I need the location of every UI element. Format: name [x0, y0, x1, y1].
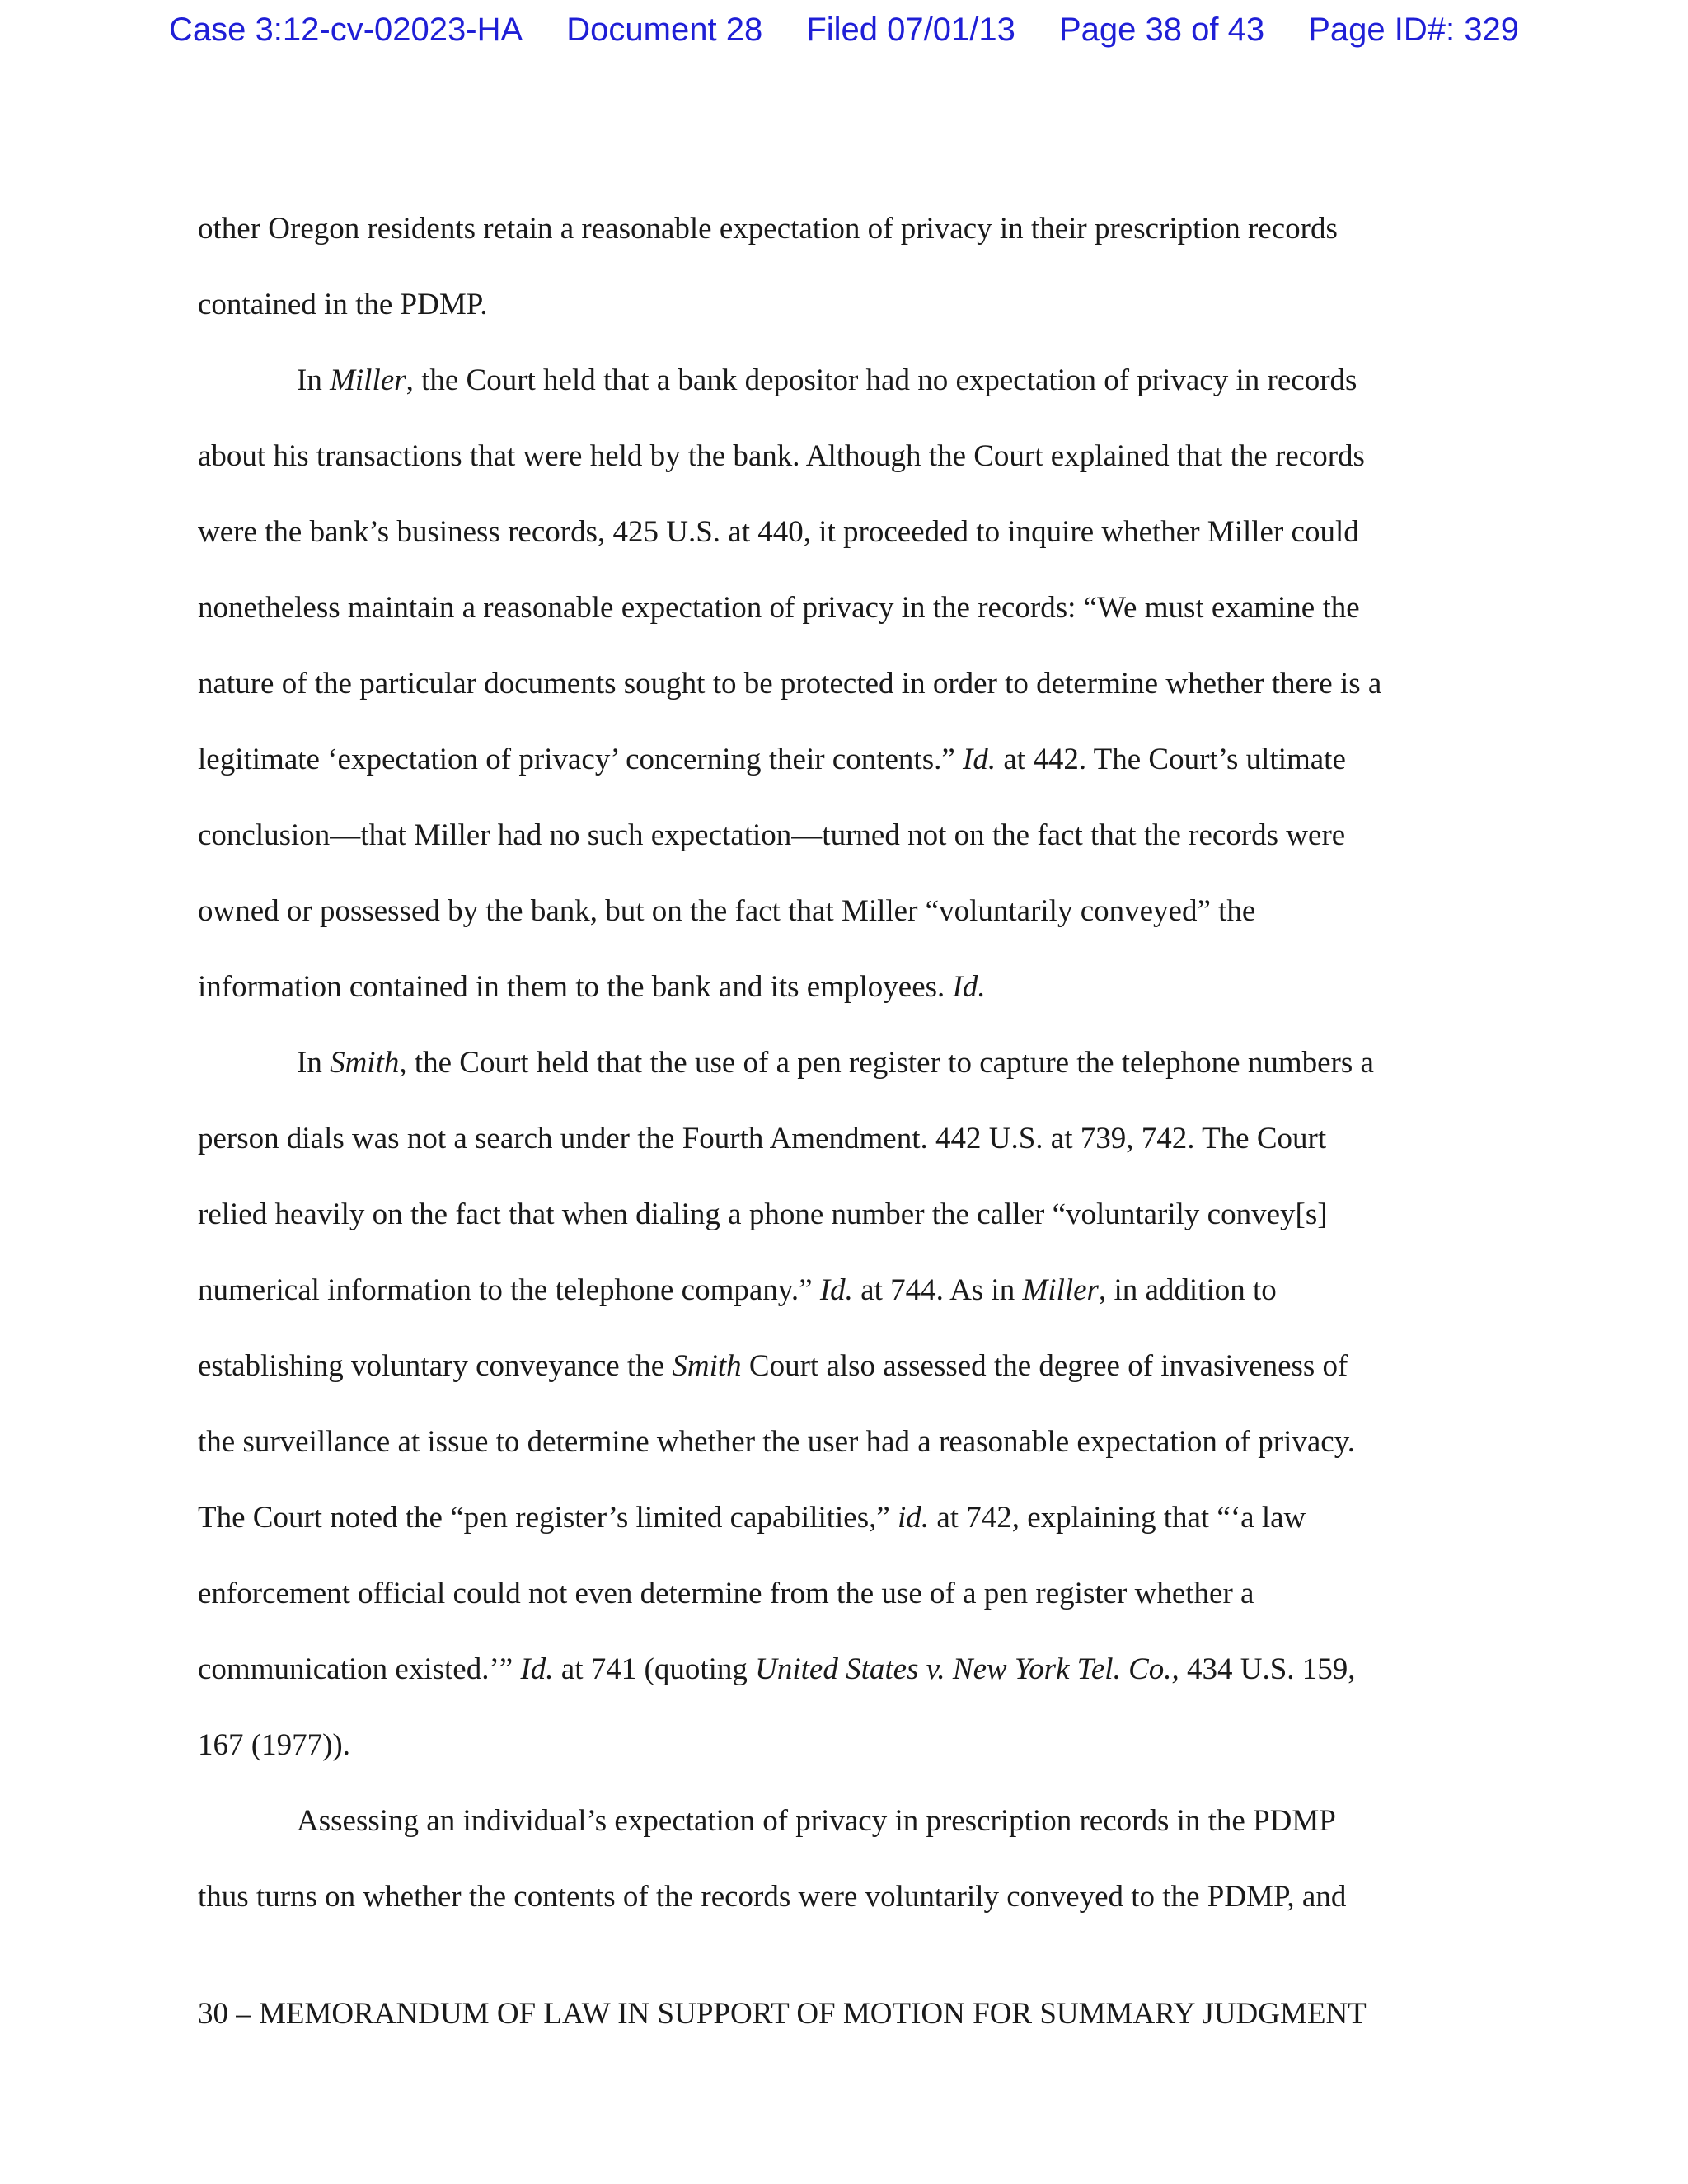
body-text [198, 191, 1517, 1935]
paragraph-start: In Miller, the Court held that a bank depositor had no expectation of privacy in records [297, 363, 1357, 397]
text-line: the surveillance at issue to determine whether the user had a reasonable expectation of privacy. [198, 1425, 1356, 1459]
citation-italic: Id. [952, 970, 986, 1004]
case-name-italic: Smith [672, 1349, 742, 1383]
citation-italic: Id. [963, 743, 996, 776]
page-id: Page ID#: 329 [1308, 12, 1519, 48]
text-line: legitimate ‘expectation of privacy’ concerning their contents.” Id. at 442. The Court’s ultimate [198, 743, 1346, 776]
text-line: person dials was not a search under the Fourth Amendment. 442 U.S. at 739, 742. The Court [198, 1122, 1327, 1155]
case-name-italic: United States v. New York Tel. Co., [755, 1652, 1179, 1686]
text-line: information contained in them to the bank and its employees. Id. [198, 970, 986, 1004]
text-line: contained in the PDMP. [198, 288, 488, 321]
page-count: Page 38 of 43 [1058, 12, 1265, 48]
text-line: about his transactions that were held by the bank. Although the Court explained that the records [198, 439, 1365, 473]
text-line: enforcement official could not even determine from the use of a pen register whether a [198, 1577, 1254, 1610]
text-line: conclusion—that Miller had no such expectation—turned not on the fact that the records were [198, 818, 1346, 852]
citation-italic: Id. [520, 1652, 554, 1686]
case-number: Case 3:12-cv-02023-HA [169, 12, 523, 48]
text-line: communication existed.’” Id. at 741 (quoting United States v. New York Tel. Co., 434 U.S. 159, [198, 1652, 1356, 1686]
text-line: nature of the particular documents sought to be protected in order to determine whether there is a [198, 667, 1382, 701]
case-name-italic: Miller [330, 363, 406, 397]
citation-italic: id. [898, 1501, 930, 1535]
text-line: establishing voluntary conveyance the Smith Court also assessed the degree of invasiveness of [198, 1349, 1348, 1383]
ecf-filing-header [0, 8, 1688, 51]
page-footer: 30 – MEMORANDUM OF LAW IN SUPPORT OF MOTION FOR SUMMARY JUDGMENT [198, 1997, 1367, 2031]
text-line: 167 (1977)). [198, 1728, 350, 1762]
text-line: relied heavily on the fact that when dialing a phone number the caller “voluntarily convey[s] [198, 1197, 1328, 1231]
text-line: other Oregon residents retain a reasonable expectation of privacy in their prescription records [198, 212, 1338, 246]
paragraph-start: Assessing an individual’s expectation of privacy in prescription records in the PDMP [297, 1804, 1336, 1838]
citation-italic: Id. [819, 1273, 853, 1307]
text-line: nonetheless maintain a reasonable expectation of privacy in the records: “We must examine the [198, 591, 1360, 625]
text-line: were the bank’s business records, 425 U.S. at 440, it proceeded to inquire whether Miller could [198, 515, 1359, 549]
filed-date: Filed 07/01/13 [806, 12, 1015, 48]
text-line: numerical information to the telephone company.” Id. at 744. As in Miller, in addition to [198, 1273, 1277, 1307]
text-line: thus turns on whether the contents of the records were voluntarily conveyed to the PDMP, and [198, 1880, 1347, 1914]
text-line: The Court noted the “pen register’s limited capabilities,” id. at 742, explaining that “‘a law [198, 1501, 1306, 1535]
text-line: owned or possessed by the bank, but on the fact that Miller “voluntarily conveyed” the [198, 894, 1256, 928]
document-number: Document 28 [566, 12, 763, 48]
case-name-italic: Smith [330, 1046, 400, 1080]
paragraph-start: In Smith, the Court held that the use of a pen register to capture the telephone numbers a [297, 1046, 1374, 1080]
case-name-italic: Miller [1022, 1273, 1099, 1307]
